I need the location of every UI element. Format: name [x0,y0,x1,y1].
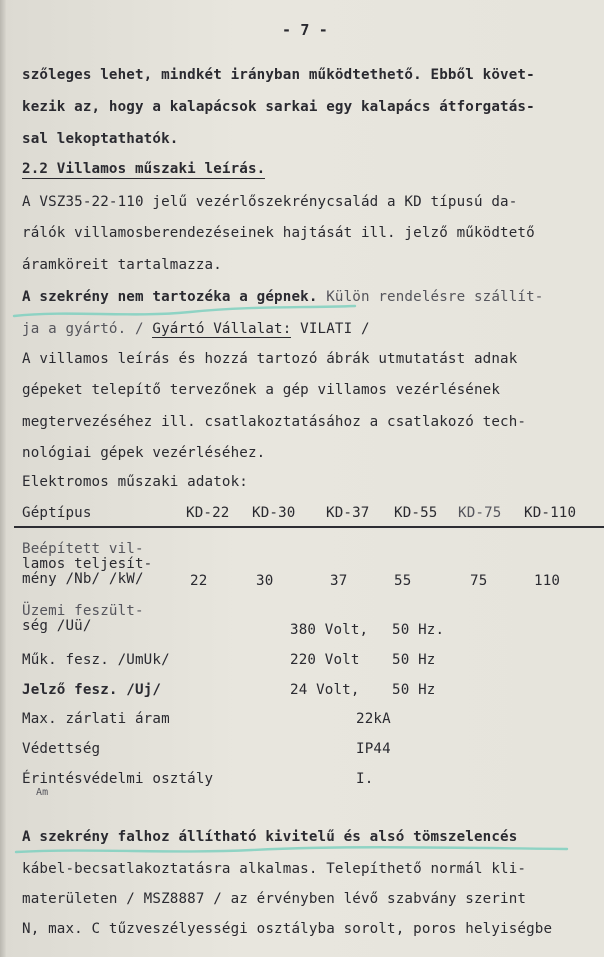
voltage-value: 380 Volt, [290,622,369,638]
page-number: - 7 - [282,21,328,39]
intro-line-3: sal lekoptathatók. [22,131,179,147]
touch-protection-value: I. [356,771,374,787]
paragraph1-line-2: rálók villamosberendezéseinek hajtását ill. jelző működtető [22,225,535,241]
intro-line-1: szőleges lehet, mindkét irányban működtethető. Ebből követ- [22,67,535,83]
table-column-kd30: KD-30 [252,505,296,521]
signal-voltage-value: 24 Volt, [290,682,360,698]
paragraph2-line2-post: VILATI / [291,321,370,337]
closing-line-2: kábel-becsatlakoztatásra alkalmas. Telepíthető normál kli- [22,861,527,877]
protection-label: Védettség [22,741,101,757]
highlight-stroke-2 [12,842,572,858]
table-column-kd55: KD-55 [394,505,438,521]
paragraph1-line-3: áramköreit tartalmazza. [22,257,222,273]
closing-line-4: N, max. C tűzveszélyességi osztályba sorolt, poros helyiségbe [22,921,553,937]
paragraph1-line-1: A VSZ35-22-110 jelű vezérlőszekrénycsalád a KD típusú da- [22,194,518,210]
power-label-2: lamos teljesít- [22,556,153,572]
highlight-stroke-1 [10,300,360,322]
touch-protection-sub: Am [36,787,49,798]
paragraph2-rest: Külön rendelésre szállít- [317,289,544,305]
voltage-label-2: ség /Uü/ [22,618,92,634]
binding-shadow [0,0,6,957]
paragraph2-line2-pre: ja a gyártó. / [22,321,153,337]
power-value-kd110: 110 [534,573,561,589]
closing-line-3: materületen / MSZ8887 / az érvényben lévő szabvány szerint [22,891,527,907]
power-value-kd22: 22 [190,573,208,589]
touch-protection-label: Érintésvédelmi osztály [22,771,214,787]
power-value-kd37: 37 [330,573,348,589]
control-voltage-frequency: 50 Hz [392,652,436,668]
paragraph3-line-2: gépeket telepítő tervezőnek a gép villamos vezérlésének [22,382,501,398]
table-header-label: Géptípus [22,505,92,521]
paragraph3-line-4: nológiai gépek vezérléséhez. [22,445,266,461]
table-column-kd110: KD-110 [524,505,577,521]
control-voltage-value: 220 Volt [290,652,360,668]
power-label-3: mény /Nb/ /kW/ [22,571,144,587]
paragraph2-line-2 [22,320,370,338]
table-column-kd22: KD-22 [186,505,230,521]
paragraph2-emphasis: A szekrény nem tartozéka a gépnek. [22,289,318,305]
paragraph3-line-1: A villamos leírás és hozzá tartozó ábrák utmutatást adnak [22,351,518,367]
short-circuit-label: Max. zárlati áram [22,711,170,727]
table-header-rule [14,526,604,528]
protection-value: IP44 [356,741,391,757]
table-column-kd37: KD-37 [326,505,370,521]
manufacturer-label: Gyártó Vállalat: [152,321,292,337]
control-voltage-label: Műk. fesz. /UmUk/ [22,652,170,668]
voltage-label-1: Üzemi feszült- [22,603,144,619]
paragraph3-line-3: megtervezéséhez ill. csatlakoztatásához a csatlakozó tech- [22,414,527,430]
closing-line-1: A szekrény falhoz állítható kivitelű és alsó tömszelencés [22,829,518,845]
intro-line-2: kezik az, hogy a kalapácsok sarkai egy kalapács átforgatás- [22,99,535,115]
table-column-kd75: KD-75 [458,505,502,521]
power-label-1: Beépített vil- [22,541,144,557]
section-heading: 2.2 Villamos műszaki leírás. [22,161,266,177]
power-value-kd30: 30 [256,573,274,589]
short-circuit-value: 22kA [356,711,391,727]
signal-voltage-label: Jelző fesz. /Uj/ [22,682,162,698]
power-value-kd55: 55 [394,573,412,589]
power-value-kd75: 75 [470,573,488,589]
table-title: Elektromos műszaki adatok: [22,474,248,490]
signal-voltage-frequency: 50 Hz [392,682,436,698]
voltage-frequency: 50 Hz. [392,622,445,638]
